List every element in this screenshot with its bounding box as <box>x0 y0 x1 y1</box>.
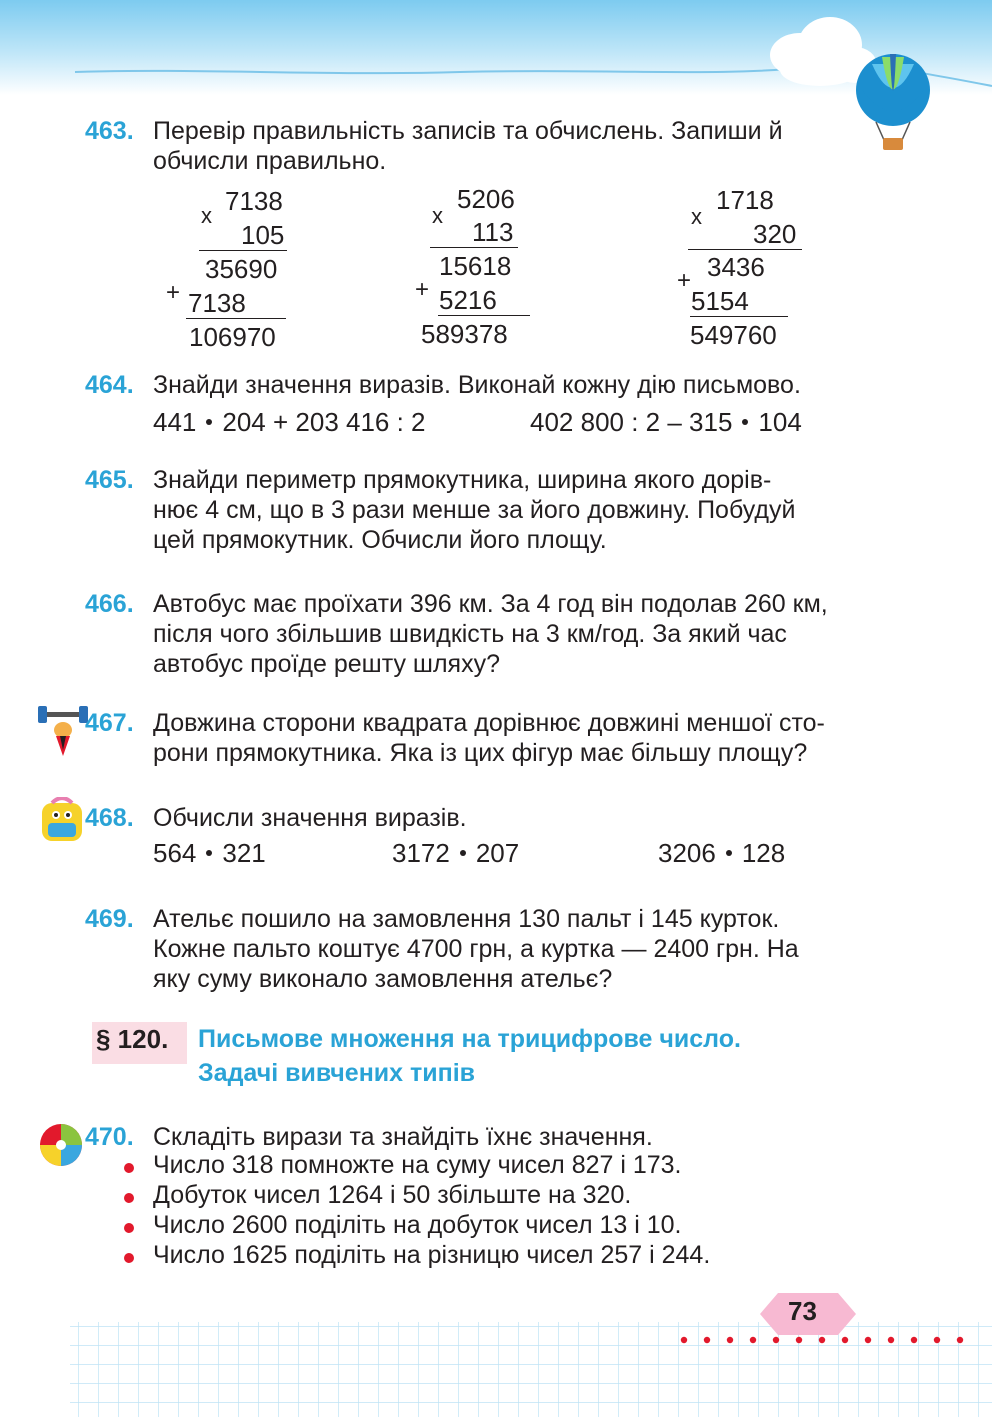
multiply-dot <box>742 419 748 425</box>
task-text: Складіть вирази та знайдіть їхнє значення. <box>153 1123 653 1151</box>
task-number: 469. <box>85 905 134 933</box>
task-text <box>153 465 853 555</box>
underline <box>438 315 530 316</box>
underline <box>430 247 518 248</box>
task-number: 465. <box>85 466 134 494</box>
task-text <box>153 589 853 679</box>
expression-part: 402 800 : 2 – 315 <box>530 407 733 437</box>
text-line: Ательє пошило на замовлення 130 пальт і 145 курток. <box>153 905 780 933</box>
bullet-icon <box>124 1163 134 1173</box>
text-line: цей прямокутник. Обчисли його площу. <box>153 526 607 554</box>
partial-product-2: 5216 <box>439 285 497 315</box>
task-number: 468. <box>85 804 134 832</box>
task-number: 470. <box>85 1123 134 1151</box>
partial-product-1: 35690 <box>205 254 278 284</box>
bullet-icon <box>124 1193 134 1203</box>
text-line: яку суму виконало замовлення ательє? <box>153 965 613 993</box>
section-label: § 120. <box>96 1024 169 1054</box>
text-line: автобус проїде решту шляху? <box>153 650 500 678</box>
text-line: Довжина сторони квадрата дорівнює довжині меншої сто- <box>153 709 825 737</box>
expression-part: 3206 <box>658 838 716 868</box>
expression-1 <box>153 407 426 438</box>
multiply-dot <box>726 850 732 856</box>
text-line: після чого збільшив швидкість на 3 км/год. За який час <box>153 620 787 648</box>
task-text <box>153 708 853 768</box>
text-line: рони прямокутника. Яка із цих фігур має більшу площу? <box>153 739 808 767</box>
expression-part: 204 + 203 416 : 2 <box>222 407 426 437</box>
expression-3 <box>658 838 785 869</box>
text-line: Перевір правильність записів та обчислень. Запиши й <box>153 117 783 145</box>
task-text: Обчисли значення виразів. <box>153 804 467 832</box>
list-item: Число 2600 поділіть на добуток чисел 13 і 10. <box>153 1211 682 1239</box>
multiply-dot <box>206 850 212 856</box>
underline <box>690 316 788 317</box>
text-line: Знайди периметр прямокутника, ширина якого дорів- <box>153 466 772 494</box>
list-item: Число 1625 поділіть на різницю чисел 257 і 244. <box>153 1241 711 1269</box>
expression-part: 104 <box>758 407 802 437</box>
task-text: Знайди значення виразів. Виконай кожну дію письмово. <box>153 371 801 399</box>
partial-product-2: 7138 <box>188 288 246 318</box>
text-line: Кожне пальто коштує 4700 грн, а куртка — 2400 грн. На <box>153 935 799 963</box>
underline <box>688 249 802 250</box>
list-item: Добуток чисел 1264 і 50 збільште на 320. <box>153 1181 632 1209</box>
expression-part: 3172 <box>392 838 450 868</box>
section-title <box>198 1022 741 1090</box>
plus-sign: + <box>166 279 181 306</box>
result: 589378 <box>421 319 508 349</box>
partial-product-2: 5154 <box>691 286 749 316</box>
factor-a: 5206 <box>457 184 515 214</box>
result: 549760 <box>690 320 777 350</box>
expression-part: 207 <box>475 838 520 868</box>
barbell-icon <box>38 704 88 758</box>
multiply-sign: x <box>691 204 702 229</box>
underline <box>199 250 287 251</box>
result: 106970 <box>189 322 276 352</box>
multiply-dot <box>206 419 212 425</box>
plus-sign: + <box>677 267 692 294</box>
factor-b: 320 <box>753 219 797 249</box>
expression-part: 321 <box>222 838 266 868</box>
factor-b: 113 <box>472 217 514 247</box>
hot-air-balloon-icon <box>852 52 934 156</box>
multiply-dot <box>460 850 466 856</box>
backpack-icon <box>38 797 88 843</box>
task-text <box>153 116 853 176</box>
partial-product-1: 3436 <box>707 252 765 282</box>
section-title-line: Задачі вивчених типів <box>198 1059 476 1087</box>
expression-2 <box>530 407 802 438</box>
task-number: 464. <box>85 371 134 399</box>
expression-part: 441 <box>153 407 197 437</box>
text-line: обчисли правильно. <box>153 147 387 175</box>
task-number: 463. <box>85 117 134 145</box>
bullet-icon <box>124 1223 134 1233</box>
puzzle-icon <box>38 1122 84 1168</box>
expression-part: 128 <box>741 838 786 868</box>
task-text <box>153 904 853 994</box>
task-number: 466. <box>85 590 134 618</box>
factor-b: 105 <box>241 220 285 250</box>
section-title-line: Письмове множення на трицифрове число. <box>198 1025 741 1053</box>
list-item: Число 318 помножте на суму чисел 827 і 173. <box>153 1151 682 1179</box>
expression-1 <box>153 838 266 869</box>
text-line: Автобус має проїхати 396 км. За 4 год він подолав 260 км, <box>153 590 828 618</box>
task-number: 467. <box>85 709 134 737</box>
partial-product-1: 15618 <box>439 251 512 281</box>
text-line: нює 4 см, що в 3 рази менше за його довжину. Побудуй <box>153 496 796 524</box>
expression-part: 564 <box>153 838 197 868</box>
page-number: 73 <box>788 1296 817 1326</box>
underline <box>186 318 286 319</box>
multiply-sign: x <box>201 203 212 228</box>
factor-a: 7138 <box>225 186 283 216</box>
plus-sign: + <box>415 276 430 303</box>
factor-a: 1718 <box>716 185 774 215</box>
decorative-dots <box>680 1335 970 1347</box>
bullet-icon <box>124 1253 134 1263</box>
expression-2 <box>392 838 519 869</box>
multiply-sign: x <box>432 203 443 228</box>
